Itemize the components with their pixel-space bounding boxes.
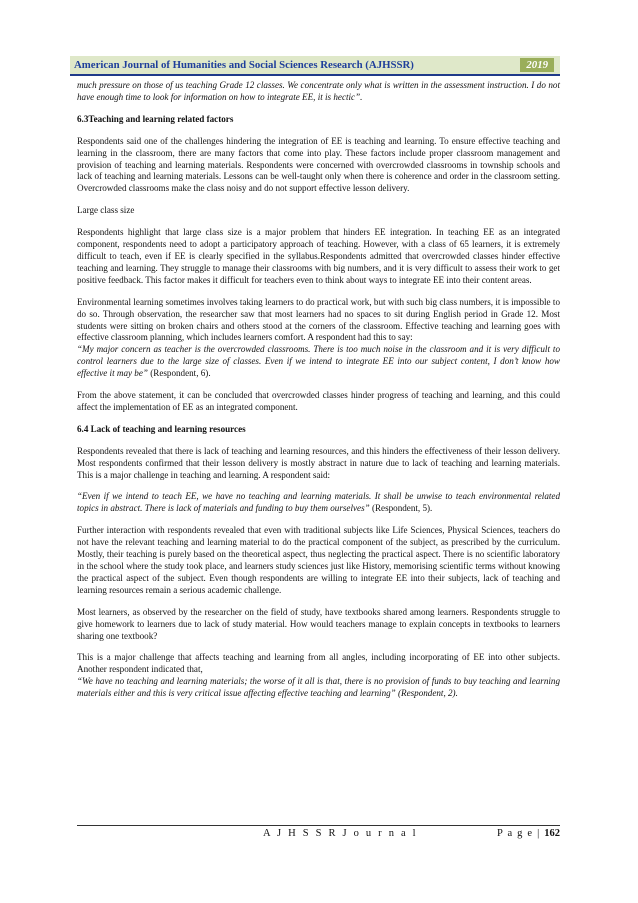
block-quote bbox=[77, 676, 560, 700]
block-text: much pressure on those of us teaching Grade 12 classes. We concentrate only what is written in the assessment instruction. I do not have enough time to look for information on how to integrate EE, it is hectic”. bbox=[77, 80, 560, 102]
block-quote bbox=[77, 491, 560, 515]
section-heading bbox=[77, 114, 560, 126]
block-text: 6.4 Lack of teaching and learning resources bbox=[77, 423, 246, 434]
section-heading bbox=[77, 424, 560, 436]
block-text: “We have no teaching and learning materials; the worse of it all is that, there is no provision of funds to buy teaching and learning materials either and this is very critical issue affecting effective teaching and learning” (Respondent, 2). bbox=[77, 676, 560, 699]
article-body bbox=[77, 80, 560, 710]
block-text: This is a major challenge that affects teaching and learning from all angles, including incorporating of EE into other subjects. Another respondent indicated that, bbox=[77, 652, 560, 675]
page-label: P a g e | bbox=[497, 828, 545, 839]
block-text: Most learners, as observed by the researcher on the field of study, have textbooks shared among learners. Respondents struggle to give homework to learners due to lack of study material. How would teachers manage to explain concepts in textbooks to learners sharing one textbook? bbox=[77, 606, 560, 641]
paragraph bbox=[77, 607, 560, 643]
paragraph bbox=[77, 390, 560, 414]
quote-reference: (Respondent, 6). bbox=[147, 368, 211, 379]
paragraph bbox=[77, 446, 560, 482]
block-quote bbox=[77, 344, 560, 380]
footer-journal: A J H S S R J o u r n a l bbox=[263, 828, 418, 839]
block-text: Respondents said one of the challenges hindering the integration of EE is teaching and learning. To ensure effective teaching and learning in the classroom, there are many factors that come into play. These factors include proper classroom management and provision of teaching and learning materials. Respondents were concerned with overcrowded classrooms in township schools and lack of teaching and learning materials. Lessons can be well-taught only when there is coherence and order in the classroom setting. Overcrowded classrooms make the class noisy and do not support effective lesson delivery. bbox=[77, 135, 560, 194]
block-text: Large class size bbox=[77, 205, 135, 216]
paragraph bbox=[77, 652, 560, 676]
block-text: From the above statement, it can be concluded that overcrowded classes hinder progress of teaching and learning, and this could affect the implementation of EE as an integrated component. bbox=[77, 390, 560, 412]
block-text: Respondents revealed that there is lack of teaching and learning resources, and this hinders the effectiveness of their lesson delivery. Most respondents confirmed that their lesson delivery is mostly abstract in nature due to lack of teaching and learning materials. This is a major challenge in teaching and learning. A respondent said: bbox=[77, 445, 560, 480]
paragraph bbox=[77, 525, 560, 596]
block-text: Further interaction with respondents revealed that even with traditional subjects like Life Sciences, Physical Sciences, teachers do not have the relevant teaching and learning material to do the practical component of the subject, as prescribed by the curriculum. Mostly, their teaching is purely based on the theoretical aspect, thus neglecting the practical aspect. There is no scientific laboratory in the school where the study took place, and learners study sciences just like History, memorising scientific terms without knowing the practical aspect of the subject. Even though respondents are willing to integrate EE into their subjects, lack of teaching and learning resources remain a serious academic challenge. bbox=[77, 525, 560, 595]
paragraph bbox=[77, 227, 560, 287]
block-text: “Even if we intend to teach EE, we have no teaching and learning materials. It shall be unwise to teach environmental related topics in abstract. There is lack of materials and funding to buy them ourselves” bbox=[77, 491, 560, 514]
quote-reference: (Respondent, 5). bbox=[369, 503, 433, 514]
page-footer bbox=[77, 828, 560, 842]
journal-year: 2019 bbox=[520, 58, 554, 72]
block-text: Respondents highlight that large class size is a major problem that hinders EE integration. In teaching EE as an integrated component, respondents need to adopt a participatory approach of teaching. However, with a class of 65 learners, it is extremely difficult to teach, even if EE is clearly specified in the syllabus.Respondents admitted that overcrowded classes hinder effective teaching and learning. They struggle to manage their classrooms with big numbers, and it is very difficult to assess their work to get positive feedback. This factor makes it difficult for teachers even to think about ways to integrate EE into their content areas. bbox=[77, 227, 560, 285]
footer-divider bbox=[77, 825, 560, 826]
page-number-label bbox=[497, 828, 560, 839]
page-number: 162 bbox=[544, 828, 560, 839]
block-text: Environmental learning sometimes involves taking learners to do practical work, but with such big class numbers, it is impossible to do so. Through observation, the researcher saw that most learners had no spaces to sit during English period in Grade 12. Most students were sitting on broken chairs and others stood at the corners of the classroom. Effective teaching and learning goes with effective classroom planning, which includes learners comfort. A respondent had this to say: bbox=[77, 296, 560, 343]
paragraph bbox=[77, 205, 560, 217]
journal-header bbox=[70, 56, 560, 76]
block-quote bbox=[77, 80, 560, 104]
block-text: “My major concern as teacher is the overcrowded classrooms. There is too much noise in the classroom and it is very difficult to control learners due to the large size of classes. Even if we intend to integrate EE into our subject content, I don’t know how effective it may be” bbox=[77, 344, 560, 379]
block-text: 6.3Teaching and learning related factors bbox=[77, 113, 234, 124]
paragraph bbox=[77, 297, 560, 345]
paragraph bbox=[77, 136, 560, 196]
journal-title: American Journal of Humanities and Social Sciences Research (AJHSSR) bbox=[74, 59, 414, 71]
